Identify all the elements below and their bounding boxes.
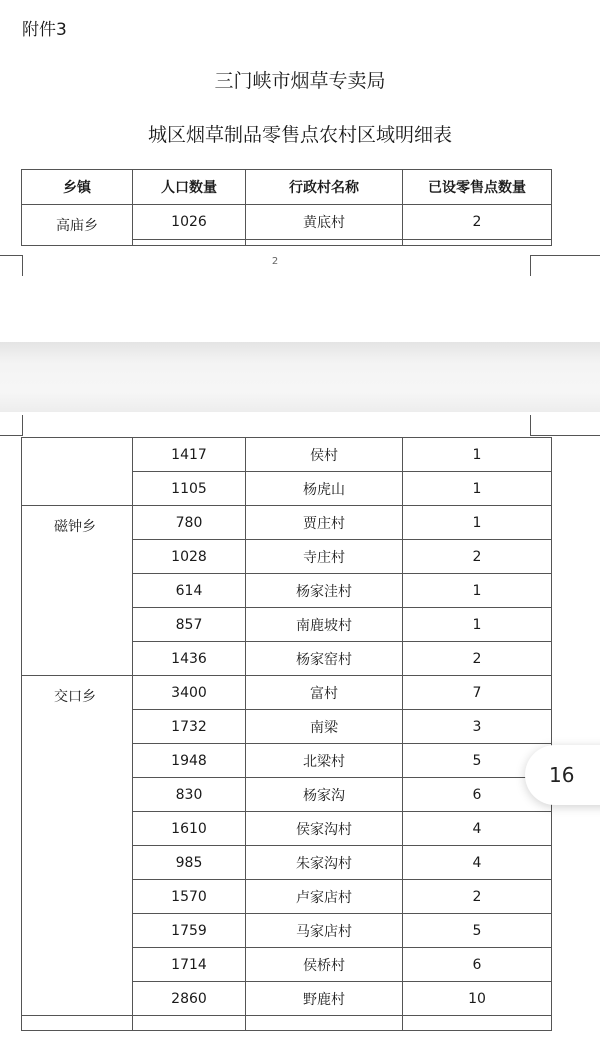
population-cell: 614 — [133, 574, 246, 608]
village-cell: 南鹿坡村 — [246, 608, 403, 642]
village-cell: 野鹿村 — [246, 982, 403, 1016]
village-cell: 杨虎山 — [246, 472, 403, 506]
col-header-village: 行政村名称 — [246, 170, 403, 205]
village-cell: 北梁村 — [246, 744, 403, 778]
population-cell: 857 — [133, 608, 246, 642]
village-table-page1 — [21, 169, 552, 246]
village-cell: 侯村 — [246, 438, 403, 472]
count-cell: 1 — [403, 438, 552, 472]
population-cell: 1732 — [133, 710, 246, 744]
count-cell: 3 — [403, 710, 552, 744]
village-cell: 南梁 — [246, 710, 403, 744]
count-cell: 2 — [403, 540, 552, 574]
document-title: 三门峡市烟草专卖局 — [214, 70, 386, 92]
col-header-town: 乡镇 — [22, 170, 133, 205]
count-cell: 4 — [403, 846, 552, 880]
col-header-population: 人口数量 — [133, 170, 246, 205]
village-cell: 杨家洼村 — [246, 574, 403, 608]
count-cell: 6 — [403, 948, 552, 982]
count-cell: 1 — [403, 506, 552, 540]
table-row — [22, 676, 552, 710]
village-cell: 贾庄村 — [246, 506, 403, 540]
town-cell: 高庙乡 — [22, 205, 133, 246]
village-cell: 富村 — [246, 676, 403, 710]
col-header-count: 已设零售点数量 — [403, 170, 552, 205]
population-cell: 1570 — [133, 880, 246, 914]
count-cell: 1 — [403, 472, 552, 506]
village-cell: 杨家窑村 — [246, 642, 403, 676]
count-cell: 2 — [403, 205, 552, 240]
count-cell: 2 — [403, 880, 552, 914]
table-header-row — [22, 170, 552, 205]
count-cell: 1 — [403, 574, 552, 608]
population-cell: 830 — [133, 778, 246, 812]
village-cell: 杨家沟 — [246, 778, 403, 812]
count-cell: 5 — [403, 744, 552, 778]
page-number: 2 — [271, 256, 279, 267]
count-cell: 1 — [403, 608, 552, 642]
population-cell: 1026 — [133, 205, 246, 240]
village-cell: 侯桥村 — [246, 948, 403, 982]
population-cell: 1714 — [133, 948, 246, 982]
table-row-cut — [22, 1016, 552, 1031]
village-table-page2 — [21, 437, 552, 1031]
population-cell: 1105 — [133, 472, 246, 506]
table-row — [22, 205, 552, 240]
population-cell: 985 — [133, 846, 246, 880]
village-cell: 侯家沟村 — [246, 812, 403, 846]
count-cell: 10 — [403, 982, 552, 1016]
town-cell — [22, 438, 133, 506]
population-cell: 1610 — [133, 812, 246, 846]
town-cell: 交口乡 — [22, 676, 133, 1016]
population-cell: 1759 — [133, 914, 246, 948]
population-cell: 1948 — [133, 744, 246, 778]
village-cell: 黄底村 — [246, 205, 403, 240]
table-row — [22, 506, 552, 540]
population-cell: 3400 — [133, 676, 246, 710]
population-cell: 2860 — [133, 982, 246, 1016]
document-page-1 — [0, 0, 600, 345]
count-cell: 4 — [403, 812, 552, 846]
page-indicator-badge[interactable]: 16 — [525, 745, 600, 805]
page-corner-mark — [0, 415, 23, 436]
village-cell: 卢家店村 — [246, 880, 403, 914]
town-cell: 磁钟乡 — [22, 506, 133, 676]
document-subtitle: 城区烟草制品零售点农村区域明细表 — [147, 124, 452, 146]
village-cell: 朱家沟村 — [246, 846, 403, 880]
table-row — [22, 438, 552, 472]
page-corner-mark — [530, 415, 600, 436]
population-cell: 1436 — [133, 642, 246, 676]
village-cell: 马家店村 — [246, 914, 403, 948]
count-cell: 6 — [403, 778, 552, 812]
count-cell: 5 — [403, 914, 552, 948]
count-cell: 7 — [403, 676, 552, 710]
count-cell: 2 — [403, 642, 552, 676]
page-gap — [0, 342, 600, 414]
population-cell: 1028 — [133, 540, 246, 574]
population-cell: 780 — [133, 506, 246, 540]
village-cell: 寺庄村 — [246, 540, 403, 574]
attachment-label: 附件3 — [22, 20, 67, 40]
population-cell: 1417 — [133, 438, 246, 472]
